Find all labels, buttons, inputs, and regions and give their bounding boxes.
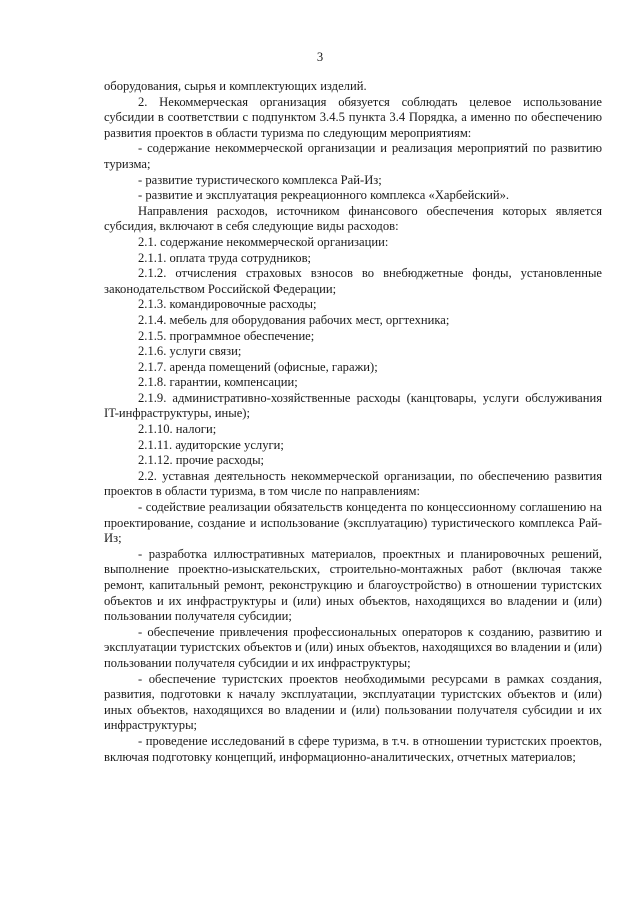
paragraph: Направления расходов, источником финансового обеспечения которых является субсидия, включают в себя следующие виды расходов:: [104, 203, 602, 234]
paragraph: 2. Некоммерческая организация обязуется соблюдать целевое использование субсидии в соответствии с подпунктом 3.4.5 пункта 3.4 Порядка, а именно по обеспечению развития проектов в области туризма по следующим мероприятиям:: [104, 94, 602, 140]
list-item: 2.1.1. оплата труда сотрудников;: [138, 250, 312, 265]
list-item: - содействие реализации обязательств концедента по концессионному соглашению на проектирование, создание и использование (эксплуатацию) туристического комплекса Рай-Из;: [104, 500, 602, 546]
list-item: 2.1. содержание некоммерческой организации:: [138, 234, 389, 249]
list-item: 2.1.3. командировочные расходы;: [138, 297, 317, 312]
paragraph: оборудования, сырья и комплектующих изделий.: [104, 79, 367, 93]
list-item: 2.1.5. программное обеспечение;: [138, 328, 315, 343]
list-item: 2.2. уставная деятельность некоммерческой организации, по обеспечению развития проектов в области туризма, в том числе по направлениям:: [104, 468, 602, 499]
list-item: - разработка иллюстративных материалов, проектных и планировочных решений, выполнение проектно-изыскательских, строительно-монтажных работ (включая также ремонт, капитальный ремонт, реконструкцию и благоустройство) в отношении туристских объектов и их инфраструктуры и (или) иных объектов, находящихся во владении и (или) пользовании получателя субсидии;: [104, 546, 602, 624]
list-item: - развитие туристического комплекса Рай-Из;: [138, 172, 382, 187]
list-item: 2.1.7. аренда помещений (офисные, гаражи);: [138, 359, 378, 374]
list-item: 2.1.4. мебель для оборудования рабочих мест, оргтехника;: [138, 312, 450, 327]
list-item: - обеспечение туристских проектов необходимыми ресурсами в рамках создания, развития, подготовки к началу эксплуатации, эксплуатации туристских объектов и (или) иных объектов, находящихся во владении и (или) пользовании получателя субсидии и их инфраструктуры;: [104, 671, 602, 733]
list-item: - проведение исследований в сфере туризма, в т.ч. в отношении туристских проектов, включая подготовку концепций, информационно-аналитических, отчетных материалов;: [104, 733, 602, 764]
list-item: - развитие и эксплуатация рекреационного комплекса «Харбейский».: [138, 188, 510, 203]
list-item: 2.1.9. административно-хозяйственные расходы (канцтовары, услуги обслуживания IT-инфраструктуры, иные);: [104, 390, 602, 421]
list-item: 2.1.6. услуги связи;: [138, 344, 242, 359]
document-body: [104, 79, 602, 765]
list-item: 2.1.11. аудиторские услуги;: [138, 437, 284, 452]
list-item: 2.1.12. прочие расходы;: [138, 453, 265, 468]
list-item: 2.1.10. налоги;: [138, 422, 217, 437]
list-item: - обеспечение привлечения профессиональных операторов к созданию, развитию и эксплуатации туристских объектов и (или) иных объектов, находящихся во владении и (или) пользовании получателя субсидии и их инфраструктуры;: [104, 624, 602, 670]
list-item: 2.1.2. отчисления страховых взносов во внебюджетные фонды, установленные законодательством Российской Федерации;: [104, 266, 602, 296]
page-number: 3: [316, 50, 324, 64]
list-item: - содержание некоммерческой организации и реализация мероприятий по развитию туризма;: [104, 141, 602, 171]
list-item: 2.1.8. гарантии, компенсации;: [138, 375, 298, 390]
